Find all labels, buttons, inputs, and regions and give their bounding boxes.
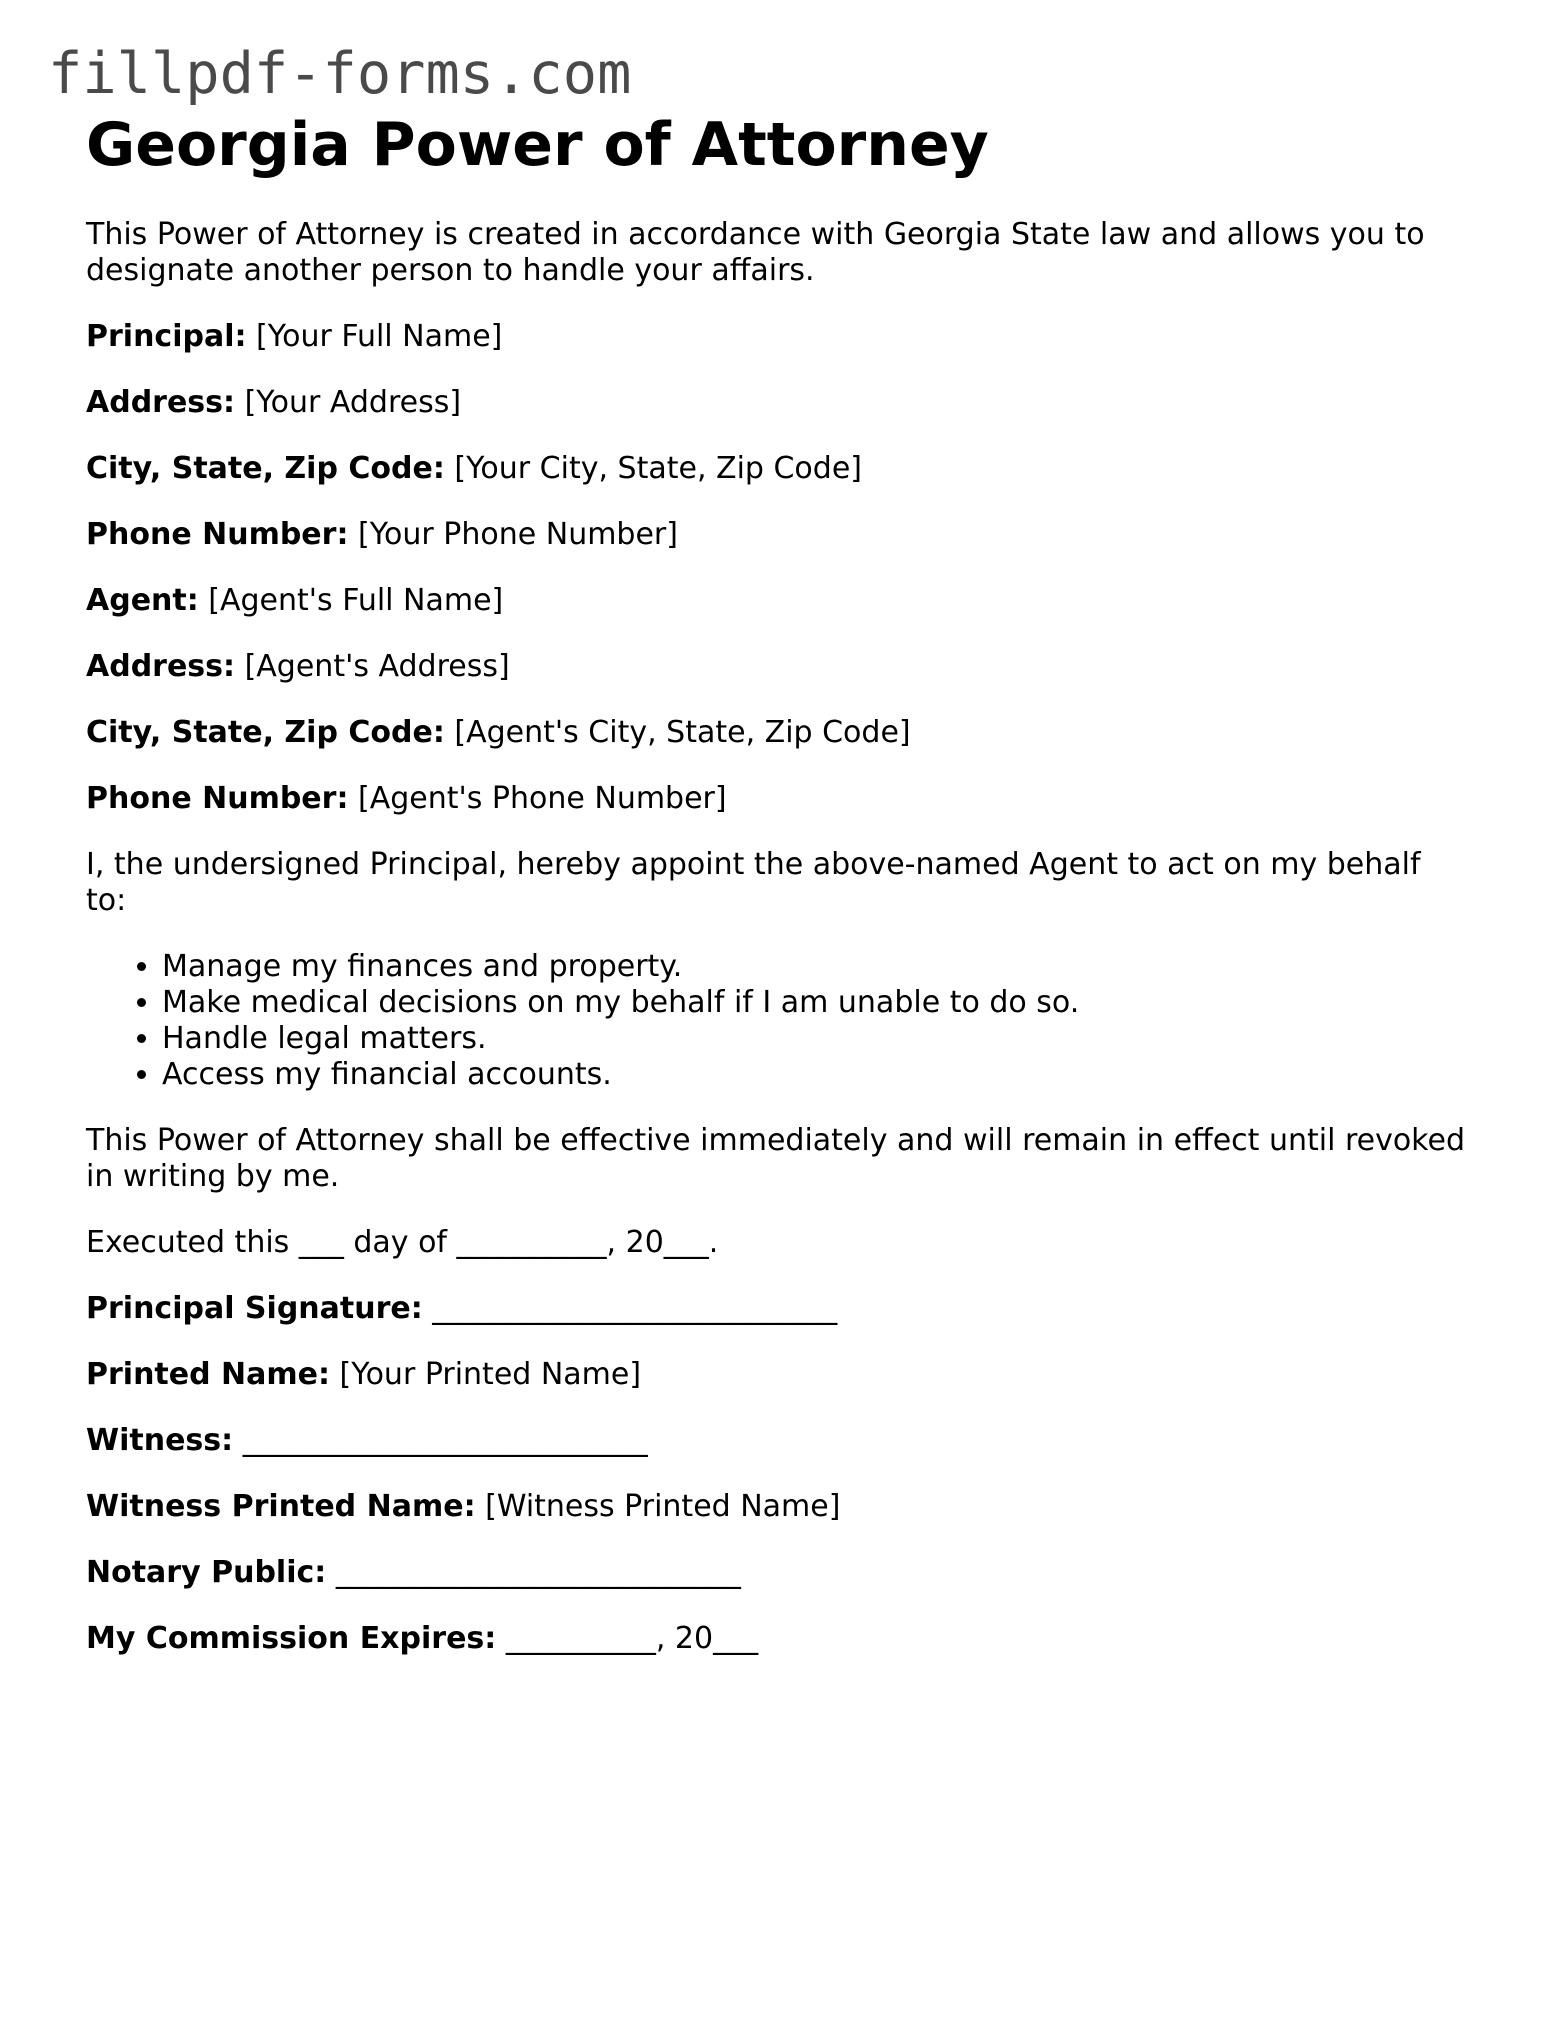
principal-name-field xyxy=(86,319,1486,355)
field-value: [Agent's Full Name] xyxy=(208,583,504,618)
principal-phone-field xyxy=(86,517,1486,553)
field-value: [Agent's Address] xyxy=(244,649,510,684)
signature-line: ___________________________ xyxy=(432,1291,838,1326)
agent-name-field xyxy=(86,583,1486,619)
appointment-paragraph: I, the undersigned Principal, hereby appoint the above-named Agent to act on my behalf to: xyxy=(86,847,1421,918)
list-item: • Make medical decisions on my behalf if I am unable to do so. xyxy=(162,985,1486,1021)
field-label: Witness Printed Name: xyxy=(86,1489,476,1524)
executed-line: Executed this ___ day of __________, 20___. xyxy=(86,1225,719,1260)
signature-line: ___________________________ xyxy=(335,1555,741,1590)
principal-city-field xyxy=(86,451,1486,487)
field-value: [Your Phone Number] xyxy=(358,517,678,552)
witness-printed-name-field xyxy=(86,1489,1486,1525)
powers-list xyxy=(86,949,1486,1093)
list-item: • Handle legal matters. xyxy=(162,1021,1486,1057)
field-value: [Your Address] xyxy=(244,385,462,420)
field-value: __________, 20___ xyxy=(505,1621,759,1656)
commission-expires-field xyxy=(86,1621,1486,1657)
field-label: City, State, Zip Code: xyxy=(86,451,445,486)
notary-public-field xyxy=(86,1555,1486,1591)
intro-paragraph: This Power of Attorney is created in accordance with Georgia State law and allows you to designate another person to handle your affairs. xyxy=(86,217,1425,288)
field-label: Address: xyxy=(86,649,236,684)
field-label: City, State, Zip Code: xyxy=(86,715,445,750)
field-value: [Agent's City, State, Zip Code] xyxy=(454,715,911,750)
field-label: Phone Number: xyxy=(86,781,349,816)
agent-phone-field xyxy=(86,781,1486,817)
printed-name-field xyxy=(86,1357,1486,1393)
effective-paragraph: This Power of Attorney shall be effective immediately and will remain in effect until revoked in writing by me. xyxy=(86,1123,1465,1194)
document-page xyxy=(86,108,1486,1657)
field-value: [Your Printed Name] xyxy=(339,1357,642,1392)
field-value: [Agent's Phone Number] xyxy=(358,781,727,816)
agent-city-field xyxy=(86,715,1486,751)
field-value: [Your Full Name] xyxy=(256,319,503,354)
principal-signature-field xyxy=(86,1291,1486,1327)
field-label: Phone Number: xyxy=(86,517,349,552)
field-label: Principal: xyxy=(86,319,247,354)
field-label: Principal Signature: xyxy=(86,1291,423,1326)
field-label: Notary Public: xyxy=(86,1555,327,1590)
witness-field xyxy=(86,1423,1486,1459)
field-value: [Witness Printed Name] xyxy=(485,1489,841,1524)
principal-address-field xyxy=(86,385,1486,421)
field-label: Witness: xyxy=(86,1423,234,1458)
agent-address-field xyxy=(86,649,1486,685)
field-value: [Your City, State, Zip Code] xyxy=(454,451,862,486)
list-item: • Manage my finances and property. xyxy=(162,949,1486,985)
field-label: Address: xyxy=(86,385,236,420)
field-label: My Commission Expires: xyxy=(86,1621,497,1656)
list-item: • Access my financial accounts. xyxy=(162,1057,1486,1093)
watermark: fillpdf-forms.com xyxy=(48,41,632,107)
field-label: Printed Name: xyxy=(86,1357,330,1392)
page-title: Georgia Power of Attorney xyxy=(86,110,989,180)
signature-line: ___________________________ xyxy=(242,1423,648,1458)
field-label: Agent: xyxy=(86,583,199,618)
